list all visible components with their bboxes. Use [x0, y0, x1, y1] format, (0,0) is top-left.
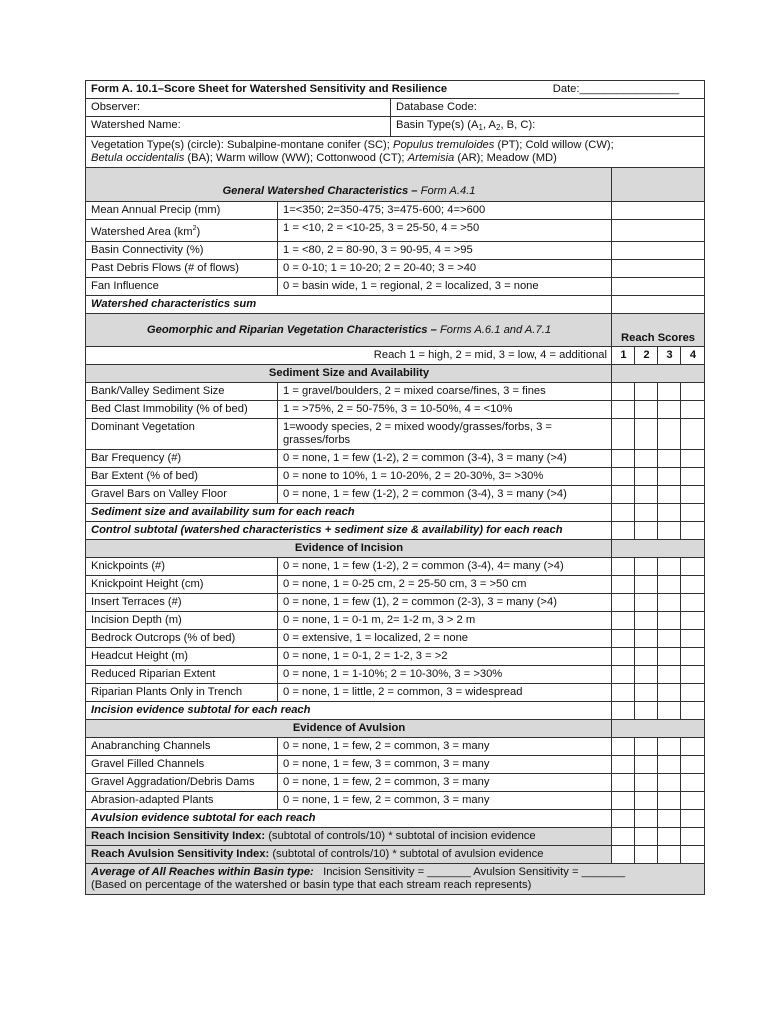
reach-score-cell[interactable] — [612, 383, 635, 401]
reach-score-cell[interactable] — [612, 738, 635, 756]
avulsion-heading-row — [86, 720, 705, 738]
reach-score-cell[interactable] — [681, 419, 705, 450]
criterion-label: Bed Clast Immobility (% of bed) — [86, 401, 278, 419]
criterion-scale: 1 = >75%, 2 = 50-75%, 3 = 10-50%, 4 = <10% — [278, 401, 612, 419]
reach-score-cell[interactable] — [612, 522, 635, 540]
reach-score-cell[interactable] — [612, 666, 635, 684]
watershed-name-field[interactable]: Watershed Name: — [86, 117, 391, 137]
reach-score-cell[interactable] — [635, 666, 658, 684]
reach-score-cell[interactable] — [658, 419, 681, 450]
reach-score-cell[interactable] — [612, 612, 635, 630]
sediment-rows — [86, 383, 705, 504]
reach-score-cell[interactable] — [635, 702, 658, 720]
reach-score-cell[interactable] — [635, 648, 658, 666]
reach-score-cell[interactable] — [681, 522, 705, 540]
reach-score-cell[interactable] — [635, 792, 658, 810]
reach-score-cell[interactable] — [658, 486, 681, 504]
reach-score-cell[interactable] — [612, 594, 635, 612]
incision-heading-row — [86, 540, 705, 558]
criterion-row — [86, 756, 705, 774]
reach-score-cell[interactable] — [681, 738, 705, 756]
reach-score-cell[interactable] — [612, 846, 635, 864]
database-code-field[interactable]: Database Code: — [391, 99, 705, 117]
criterion-row — [86, 576, 705, 594]
criterion-label: Headcut Height (m) — [86, 648, 278, 666]
average-of-reaches[interactable]: Average of All Reaches within Basin type: Incision Sensitivity = _______ Avulsion Sensitivity = _______ (Based on percentage of the watershed or basin type that each stream reach represents) — [86, 864, 705, 895]
reach-score-cell[interactable] — [635, 383, 658, 401]
title-row — [86, 81, 705, 99]
reach-score-cell[interactable] — [635, 558, 658, 576]
criterion-row — [86, 774, 705, 792]
reach-score-cell[interactable] — [612, 504, 635, 522]
reach-score-cell[interactable] — [658, 810, 681, 828]
watershed-name-row — [86, 117, 705, 137]
reach-score-cell[interactable] — [612, 450, 635, 468]
criterion-label: Abrasion-adapted Plants — [86, 792, 278, 810]
geomorphic-heading: Geomorphic and Riparian Vegetation Characteristics – Forms A.6.1 and A.7.1 — [86, 314, 612, 347]
reach-score-cell[interactable] — [681, 684, 705, 702]
reach-1-header: 1 — [612, 347, 635, 365]
criterion-scale: 1 = <80, 2 = 80-90, 3 = 90-95, 4 = >95 — [278, 242, 612, 260]
criterion-label: Dominant Vegetation — [86, 419, 278, 450]
criterion-scale: 1=woody species, 2 = mixed woody/grasses/forbs, 3 = grasses/forbs — [278, 419, 612, 450]
general-row — [86, 260, 705, 278]
sediment-sum-row — [86, 504, 705, 522]
criterion-scale: 0 = none, 1 = few, 2 = common, 3 = many — [278, 738, 612, 756]
criterion-label: Mean Annual Precip (mm) — [86, 202, 278, 220]
reach-score-cell[interactable] — [612, 486, 635, 504]
criterion-scale: 0 = none, 1 = 1-10%; 2 = 10-30%, 3 = >30% — [278, 666, 612, 684]
reach-score-cell[interactable] — [681, 810, 705, 828]
criterion-scale: 0 = none, 1 = few (1), 2 = common (2-3), 3 = many (>4) — [278, 594, 612, 612]
reach-score-cell[interactable] — [658, 558, 681, 576]
reach-score-cell[interactable] — [612, 648, 635, 666]
observer-field[interactable]: Observer: — [86, 99, 391, 117]
criterion-label: Bar Extent (% of bed) — [86, 468, 278, 486]
basin-type-field[interactable]: Basin Type(s) ($A_1$, $A_2$, B, C): — [391, 117, 705, 137]
criterion-scale: 0 = none, 1 = few, 2 = common, 3 = many — [278, 774, 612, 792]
reach-score-cell[interactable] — [658, 846, 681, 864]
incision-subtotal-label: Incision evidence subtotal for each reach — [86, 702, 612, 720]
criterion-scale: 0 = none, 1 = few, 3 = common, 3 = many — [278, 756, 612, 774]
reach-score-cell[interactable] — [612, 774, 635, 792]
reach-score-cell[interactable] — [681, 612, 705, 630]
reach-score-cell[interactable] — [681, 486, 705, 504]
control-subtotal-row — [86, 522, 705, 540]
general-heading: General Watershed Characteristics – Form A.4.1 — [86, 168, 612, 202]
reach-score-cell[interactable] — [612, 468, 635, 486]
reach-score-cell[interactable] — [658, 522, 681, 540]
reach-score-cell[interactable] — [635, 774, 658, 792]
reach-score-cell[interactable] — [681, 648, 705, 666]
criterion-label: Basin Connectivity (%) — [86, 242, 278, 260]
reach-2-header: 2 — [635, 347, 658, 365]
reach-score-cell[interactable] — [612, 756, 635, 774]
reach-score-cell[interactable] — [658, 756, 681, 774]
criterion-scale: 0 = basin wide, 1 = regional, 2 = localized, 3 = none — [278, 278, 612, 296]
reach-score-cell[interactable] — [658, 666, 681, 684]
criterion-label: Knickpoint Height (cm) — [86, 576, 278, 594]
reach-score-cell[interactable] — [612, 558, 635, 576]
criterion-row — [86, 419, 705, 450]
reach-score-cell[interactable] — [635, 468, 658, 486]
criterion-scale: 0 = none, 1 = little, 2 = common, 3 = widespread — [278, 684, 612, 702]
avulsion-heading: Evidence of Avulsion — [86, 720, 612, 738]
reach-score-cell[interactable] — [681, 702, 705, 720]
reach-score-cell[interactable] — [658, 774, 681, 792]
criterion-row — [86, 738, 705, 756]
reach-score-cell[interactable] — [681, 846, 705, 864]
criterion-label: Reduced Riparian Extent — [86, 666, 278, 684]
criterion-label: Riparian Plants Only in Trench — [86, 684, 278, 702]
reach-score-cell[interactable] — [681, 792, 705, 810]
reach-score-cell[interactable] — [635, 576, 658, 594]
observer-row — [86, 99, 705, 117]
reach-score-cell[interactable] — [681, 450, 705, 468]
reach-score-cell[interactable] — [635, 630, 658, 648]
criterion-label: Bedrock Outcrops (% of bed) — [86, 630, 278, 648]
criterion-scale: 0 = none, 1 = 0-1, 2 = 1-2, 3 = >2 — [278, 648, 612, 666]
average-row — [86, 864, 705, 895]
criterion-label: Gravel Aggradation/Debris Dams — [86, 774, 278, 792]
criterion-label: Past Debris Flows (# of flows) — [86, 260, 278, 278]
criterion-scale: 0 = none, 1 = few (1-2), 2 = common (3-4), 3 = many (>4) — [278, 486, 612, 504]
reach-score-cell[interactable] — [658, 792, 681, 810]
score-cell[interactable] — [612, 242, 705, 260]
reach-score-cell[interactable] — [635, 756, 658, 774]
criterion-row — [86, 401, 705, 419]
reach-score-cell[interactable] — [658, 450, 681, 468]
criterion-label: Insert Terraces (#) — [86, 594, 278, 612]
incision-rows — [86, 558, 705, 702]
criterion-scale: 0 = none, 1 = few, 2 = common, 3 = many — [278, 792, 612, 810]
avulsion-subtotal-row — [86, 810, 705, 828]
incision-heading: Evidence of Incision — [86, 540, 612, 558]
criterion-label: Fan Influence — [86, 278, 278, 296]
form-title: Form A. 10.1–Score Sheet for Watershed Sensitivity and Resilience — [91, 83, 448, 95]
reach-key: Reach 1 = high, 2 = mid, 3 = low, 4 = additional — [86, 347, 612, 365]
general-row — [86, 220, 705, 242]
avulsion-rows — [86, 738, 705, 810]
reach-score-cell[interactable] — [612, 702, 635, 720]
reach-score-cell[interactable] — [612, 810, 635, 828]
criterion-scale: 0 = none, 1 = 0-25 cm, 2 = 25-50 cm, 3 = >50 cm — [278, 576, 612, 594]
score-sheet-table — [85, 80, 705, 895]
general-row — [86, 278, 705, 296]
general-row — [86, 242, 705, 260]
reach-score-cell[interactable] — [681, 504, 705, 522]
reach-key-row — [86, 347, 705, 365]
criterion-label: Incision Depth (m) — [86, 612, 278, 630]
criterion-row — [86, 666, 705, 684]
reach-score-cell[interactable] — [635, 612, 658, 630]
reach-score-cell[interactable] — [612, 792, 635, 810]
criterion-row — [86, 648, 705, 666]
criterion-label: Gravel Filled Channels — [86, 756, 278, 774]
criterion-scale: 1=<350; 2=350-475; 3=475-600; 4=>600 — [278, 202, 612, 220]
reach-score-cell[interactable] — [658, 576, 681, 594]
criterion-row — [86, 792, 705, 810]
criterion-row — [86, 468, 705, 486]
avulsion-index-row — [86, 846, 705, 864]
criterion-scale: 1 = gravel/boulders, 2 = mixed coarse/fines, 3 = fines — [278, 383, 612, 401]
reach-score-cell[interactable] — [681, 558, 705, 576]
reach-score-cell[interactable] — [635, 684, 658, 702]
criterion-scale: 0 = none to 10%, 1 = 10-20%, 2 = 20-30%, 3= >30% — [278, 468, 612, 486]
reach-score-cell[interactable] — [635, 419, 658, 450]
avulsion-index: Reach Avulsion Sensitivity Index: (subtotal of controls/10) * subtotal of avulsion evidence — [86, 846, 612, 864]
vegetation-type-field[interactable]: Vegetation Type(s) (circle): Subalpine-montane conifer (SC); Populus tremuloides (PT); Cold willow (CW); Betula occidentalis (BA); Warm willow (WW); Cottonwood (CT); Artemisia (AR); Meadow (MD) — [86, 137, 705, 168]
reach-score-cell[interactable] — [658, 594, 681, 612]
reach-score-cell[interactable] — [681, 630, 705, 648]
criterion-scale: 0 = extensive, 1 = localized, 2 = none — [278, 630, 612, 648]
incision-index-row — [86, 828, 705, 846]
reach-score-cell[interactable] — [635, 738, 658, 756]
criterion-row — [86, 486, 705, 504]
geomorphic-heading-row — [86, 314, 705, 347]
reach-score-cell[interactable] — [681, 401, 705, 419]
reach-score-cell[interactable] — [635, 401, 658, 419]
criterion-scale: 0 = none, 1 = 0-1 m, 2= 1-2 m, 3 > 2 m — [278, 612, 612, 630]
score-cell[interactable] — [612, 278, 705, 296]
reach-score-cell[interactable] — [681, 468, 705, 486]
reach-score-cell[interactable] — [681, 576, 705, 594]
reach-score-cell[interactable] — [681, 756, 705, 774]
date-field[interactable]: Date:________________ — [552, 83, 680, 95]
reach-score-cell[interactable] — [635, 450, 658, 468]
criterion-row — [86, 558, 705, 576]
incision-subtotal-row — [86, 702, 705, 720]
reach-score-cell[interactable] — [612, 630, 635, 648]
watershed-sum-label: Watershed characteristics sum — [86, 296, 612, 314]
control-subtotal-label: Control subtotal (watershed characteristics + sediment size & availability) for each reach — [86, 522, 612, 540]
reach-score-cell[interactable] — [658, 504, 681, 522]
criterion-scale: 0 = none, 1 = few (1-2), 2 = common (3-4), 4= many (>4) — [278, 558, 612, 576]
criterion-row — [86, 684, 705, 702]
reach-score-cell[interactable] — [658, 630, 681, 648]
reach-score-cell[interactable] — [635, 846, 658, 864]
vegetation-type-row — [86, 137, 705, 168]
criterion-scale: 0 = 0-10; 1 = 10-20; 2 = 20-40; 3 = >40 — [278, 260, 612, 278]
reach-score-cell[interactable] — [658, 383, 681, 401]
reach-score-cell[interactable] — [612, 419, 635, 450]
criterion-scale: 1 = <10, 2 = <10-25, 3 = 25-50, 4 = >50 — [278, 220, 612, 242]
reach-score-cell[interactable] — [612, 828, 635, 846]
general-row — [86, 202, 705, 220]
reach-score-cell[interactable] — [635, 504, 658, 522]
avulsion-subtotal-label: Avulsion evidence subtotal for each reach — [86, 810, 612, 828]
reach-score-cell[interactable] — [612, 684, 635, 702]
reach-score-cell[interactable] — [658, 828, 681, 846]
reach-score-cell[interactable] — [681, 594, 705, 612]
criterion-row — [86, 383, 705, 401]
reach-score-cell[interactable] — [658, 401, 681, 419]
reach-score-cell[interactable] — [681, 383, 705, 401]
criterion-row — [86, 612, 705, 630]
reach-3-header: 3 — [658, 347, 681, 365]
criterion-label: Watershed Area $(km^2)$ — [86, 220, 278, 242]
criterion-scale: 0 = none, 1 = few (1-2), 2 = common (3-4), 3 = many (>4) — [278, 450, 612, 468]
reach-score-cell[interactable] — [658, 648, 681, 666]
reach-score-cell[interactable] — [681, 828, 705, 846]
reach-score-cell[interactable] — [635, 522, 658, 540]
sediment-heading: Sediment Size and Availability — [86, 365, 612, 383]
reach-scores-heading: Reach Scores — [612, 314, 705, 347]
reach-score-cell[interactable] — [612, 576, 635, 594]
reach-score-cell[interactable] — [658, 612, 681, 630]
reach-score-cell[interactable] — [658, 702, 681, 720]
criterion-row — [86, 630, 705, 648]
reach-score-cell[interactable] — [658, 738, 681, 756]
reach-4-header: 4 — [681, 347, 705, 365]
score-cell[interactable] — [612, 202, 705, 220]
criterion-label: Anabranching Channels — [86, 738, 278, 756]
criterion-label: Knickpoints (#) — [86, 558, 278, 576]
reach-score-cell[interactable] — [612, 401, 635, 419]
reach-score-cell[interactable] — [635, 486, 658, 504]
reach-score-cell[interactable] — [681, 774, 705, 792]
reach-score-cell[interactable] — [635, 828, 658, 846]
criterion-row — [86, 594, 705, 612]
score-cell[interactable] — [612, 296, 705, 314]
reach-score-cell[interactable] — [658, 468, 681, 486]
reach-score-cell[interactable] — [681, 666, 705, 684]
reach-score-cell[interactable] — [635, 810, 658, 828]
criterion-row — [86, 450, 705, 468]
score-cell[interactable] — [612, 220, 705, 242]
reach-score-cell[interactable] — [658, 684, 681, 702]
score-cell[interactable] — [612, 260, 705, 278]
reach-score-cell[interactable] — [635, 594, 658, 612]
general-sum-row — [86, 296, 705, 314]
criterion-label: Bank/Valley Sediment Size — [86, 383, 278, 401]
sediment-sum-label: Sediment size and availability sum for each reach — [86, 504, 612, 522]
general-heading-row — [86, 168, 705, 202]
criterion-label: Gravel Bars on Valley Floor — [86, 486, 278, 504]
sediment-heading-row — [86, 365, 705, 383]
incision-index: Reach Incision Sensitivity Index: (subtotal of controls/10) * subtotal of incision evidence — [86, 828, 612, 846]
criterion-label: Bar Frequency (#) — [86, 450, 278, 468]
